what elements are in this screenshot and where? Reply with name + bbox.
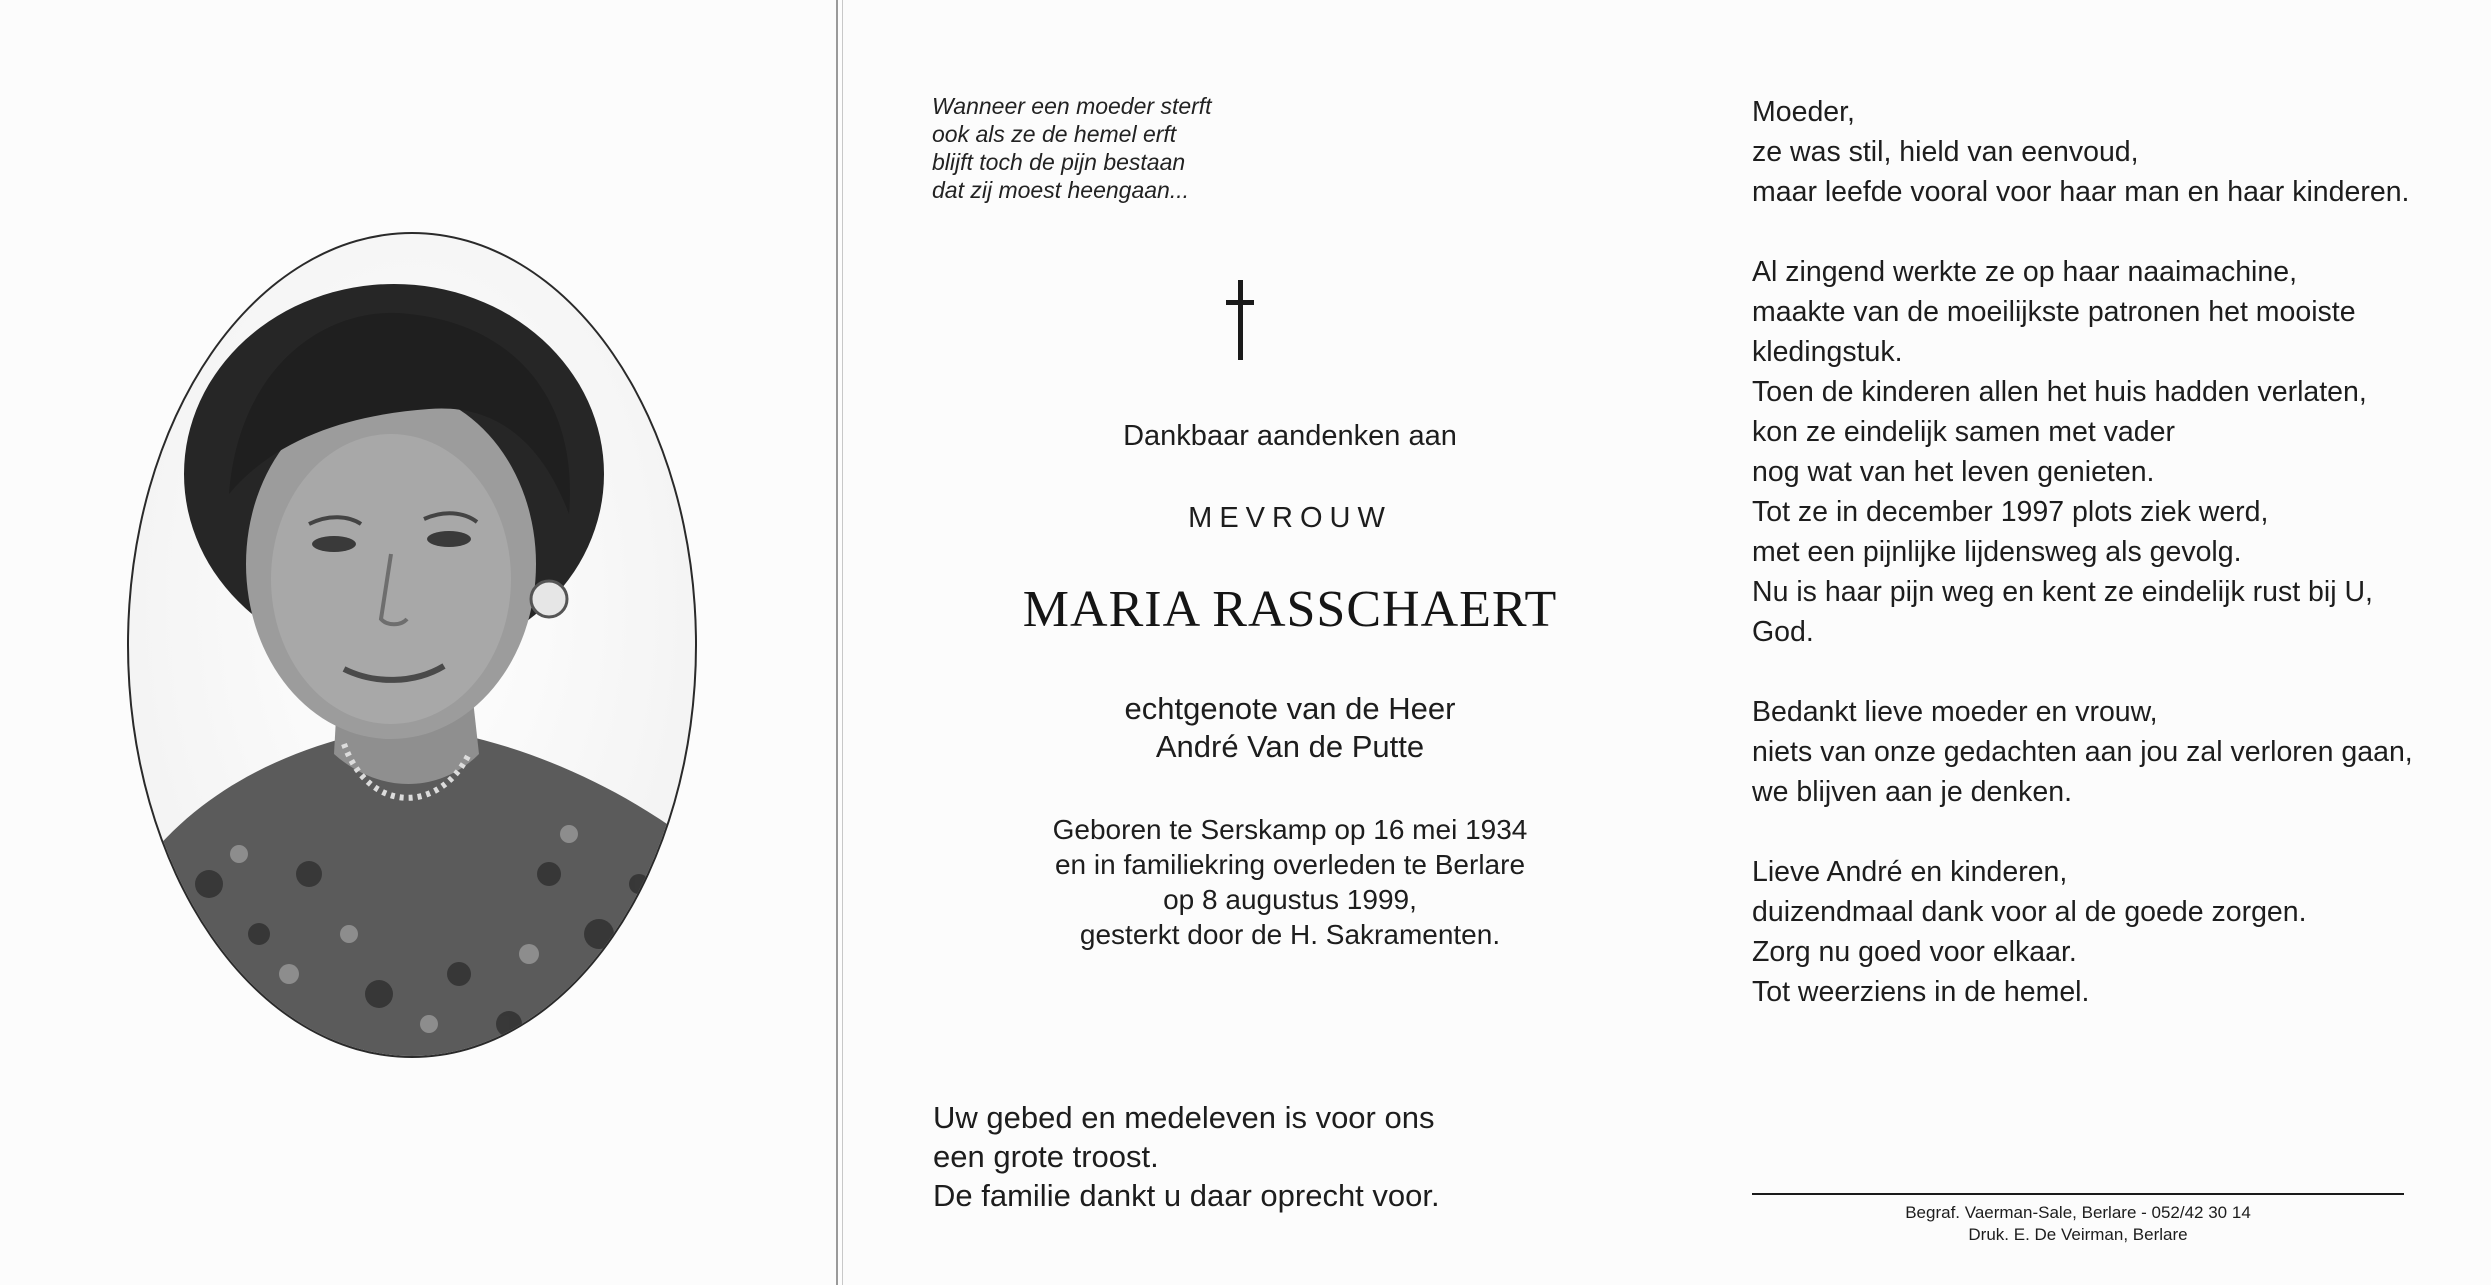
honorific-title: MEVROUW xyxy=(1188,502,1392,534)
credit-line: Druk. E. De Veirman, Berlare xyxy=(1968,1225,2188,1244)
tribute-line: maakte van de moeilijkste patronen het mooiste xyxy=(1752,296,2356,328)
tribute-line: Nu is haar pijn weg en kent ze eindelijk rust bij U, xyxy=(1752,576,2373,608)
tribute-line: God. xyxy=(1752,616,1814,648)
tribute-line: Tot weerziens in de hemel. xyxy=(1752,976,2090,1008)
divider-rule xyxy=(1752,1193,2404,1195)
card-left-panel xyxy=(0,0,838,1285)
tribute-line: met een pijnlijke lijdensweg als gevolg. xyxy=(1752,536,2242,568)
dates-line: Geboren te Serskamp op 16 mei 1934 xyxy=(1052,814,1528,845)
portrait-photo xyxy=(127,232,697,1058)
tribute-line: Tot ze in december 1997 plots ziek werd, xyxy=(1752,496,2269,528)
family-thanks xyxy=(933,1098,1440,1215)
tribute-line: Al zingend werkte ze op haar naaimachine, xyxy=(1752,256,2297,288)
tribute-text xyxy=(1752,92,2413,1052)
tribute-stanza xyxy=(1752,852,2413,1012)
tribute-line: duizendmaal dank voor al de goede zorgen. xyxy=(1752,896,2307,928)
opening-poem xyxy=(932,92,1212,204)
tribute-line: Moeder, xyxy=(1752,96,1855,128)
dates-line: op 8 augustus 1999, xyxy=(1163,884,1417,915)
life-dates xyxy=(905,812,1675,952)
memorial-heading: Dankbaar aandenken aan xyxy=(1123,420,1457,452)
poem-line: dat zij moest heengaan... xyxy=(932,177,1189,203)
spouse-info xyxy=(905,690,1675,766)
thanks-line: Uw gebed en medeleven is voor ons xyxy=(933,1100,1435,1135)
tribute-line: ze was stil, hield van eenvoud, xyxy=(1752,136,2139,168)
cross-icon xyxy=(1226,280,1254,360)
tribute-line: we blijven aan je denken. xyxy=(1752,776,2073,808)
spouse-line: André Van de Putte xyxy=(1155,729,1425,764)
dates-line: gesterkt door de H. Sakramenten. xyxy=(1079,919,1501,950)
tribute-line: kledingstuk. xyxy=(1752,336,1903,368)
tribute-line: Bedankt lieve moeder en vrouw, xyxy=(1752,696,2158,728)
tribute-line: Lieve André en kinderen, xyxy=(1752,856,2068,888)
dates-line: en in familiekring overleden te Berlare xyxy=(1054,849,1526,880)
poem-line: ook als ze de hemel erft xyxy=(932,121,1177,147)
tribute-line: niets van onze gedachten aan jou zal verloren gaan, xyxy=(1752,736,2413,768)
tribute-stanza xyxy=(1752,92,2413,212)
printer-credits xyxy=(1752,1202,2404,1246)
tribute-line: Toen de kinderen allen het huis hadden verlaten, xyxy=(1752,376,2367,408)
tribute-line: nog wat van het leven genieten. xyxy=(1752,456,2155,488)
poem-line: blijft toch de pijn bestaan xyxy=(932,149,1186,175)
tribute-stanza xyxy=(1752,252,2413,652)
thanks-line: een grote troost. xyxy=(933,1139,1159,1174)
thanks-line: De familie dankt u daar oprecht voor. xyxy=(933,1178,1440,1213)
deceased-name: MARIA RASSCHAERT xyxy=(1022,581,1558,638)
tribute-line: kon ze eindelijk samen met vader xyxy=(1752,416,2175,448)
spouse-line: echtgenote van de Heer xyxy=(1124,691,1456,726)
credit-line: Begraf. Vaerman-Sale, Berlare - 052/42 30 14 xyxy=(1905,1203,2251,1222)
portrait-illustration xyxy=(129,234,695,1056)
tribute-stanza xyxy=(1752,692,2413,812)
tribute-line: maar leefde vooral voor haar man en haar kinderen. xyxy=(1752,176,2410,208)
poem-line: Wanneer een moeder sterft xyxy=(932,93,1212,119)
tribute-line: Zorg nu goed voor elkaar. xyxy=(1752,936,2077,968)
